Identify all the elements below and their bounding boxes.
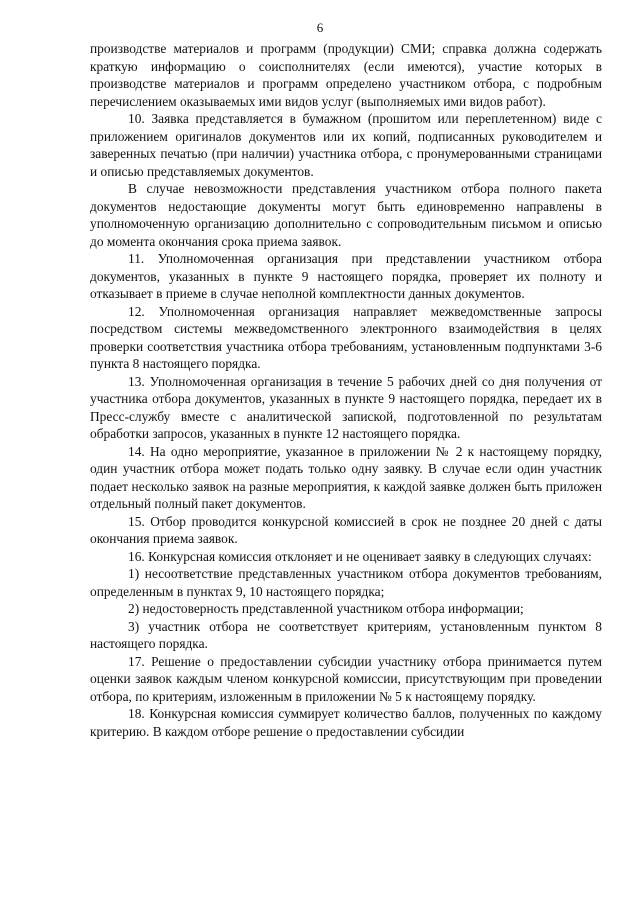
paragraph-item-18: 18. Конкурсная комиссия суммирует количество баллов, полученных по каждому критерию. В каждом отборе решение о предоставлении субсидии bbox=[90, 706, 602, 739]
paragraph-item-16-sub-3: 3) участник отбора не соответствует критериям, установленным пунктом 8 настоящего порядка. bbox=[90, 618, 602, 651]
document-body bbox=[90, 40, 602, 740]
paragraph-item-17: 17. Решение о предоставлении субсидии участнику отбора принимается путем оценки заявок каждым членом конкурсной комиссии, присутствующим при проведении отбора, по критериям, изложенным в приложении № 5 к настоящему порядку. bbox=[90, 653, 602, 704]
paragraph-item-16-sub-1: 1) несоответствие представленных участником отбора документов требованиям, определенным в пунктах 9, 10 настоящего порядка; bbox=[90, 566, 602, 599]
paragraph-item-10: 10. Заявка представляется в бумажном (прошитом или переплетенном) виде с приложением оригиналов документов или их копий, подписанных руководителем и заверенных печатью (при наличии) участника отбора, с пронумерованными страницами и описью представляемых документов. bbox=[90, 111, 602, 179]
paragraph-item-12: 12. Уполномоченная организация направляет межведомственные запросы посредством системы межведомственного электронного взаимодействия в целях проверки соответствия участника отбора требованиям, установленным подпунктами 3-6 пункта 8 настоящего порядка. bbox=[90, 303, 602, 371]
paragraph-item-14: 14. На одно мероприятие, указанное в приложении № 2 к настоящему порядку, один участник отбора может подать только одну заявку. В случае если один участник подает несколько заявок на разные мероприятия, к каждой заявке должен быть приложен отдельный полный пакет документов. bbox=[90, 443, 602, 511]
paragraph-item-11: 11. Уполномоченная организация при представлении участником отбора документов, указанных в пункте 9 настоящего порядка, проверяет их полноту и отказывает в приеме в случае неполной комплектности данных документов. bbox=[90, 251, 602, 301]
paragraph-incomplete-package: В случае невозможности представления участником отбора полного пакета документов недостающие документы могут быть единовременно направлены в уполномоченную организацию дополнительно с сопроводительным письмом и описью до момента окончания срока приема заявок. bbox=[90, 181, 602, 249]
paragraph-item-15: 15. Отбор проводится конкурсной комиссией в срок не позднее 20 дней с даты окончания приема заявок. bbox=[90, 513, 602, 546]
paragraph-continuation: производстве материалов и программ (продукции) СМИ; справка должна содержать краткую информацию о соисполнителях (если имеются), участие которых в производстве материалов и программ определено участником отбора, с подробным перечислением оказываемых ими видов услуг (выполняемых ими видов работ). bbox=[90, 41, 602, 109]
page-number: 6 bbox=[316, 20, 324, 35]
paragraph-item-16-sub-2: 2) недостоверность представленной участником отбора информации; bbox=[128, 601, 524, 616]
paragraph-item-13: 13. Уполномоченная организация в течение 5 рабочих дней со дня получения от участника отбора документов, указанных в пункте 9 настоящего порядка, передает их в Пресс-службу вместе с аналитической запиской, подготовленной по результатам обработки запросов, указанных в пункте 12 настоящего порядка. bbox=[90, 373, 602, 441]
paragraph-item-16: 16. Конкурсная комиссия отклоняет и не оценивает заявку в следующих случаях: bbox=[128, 548, 592, 564]
